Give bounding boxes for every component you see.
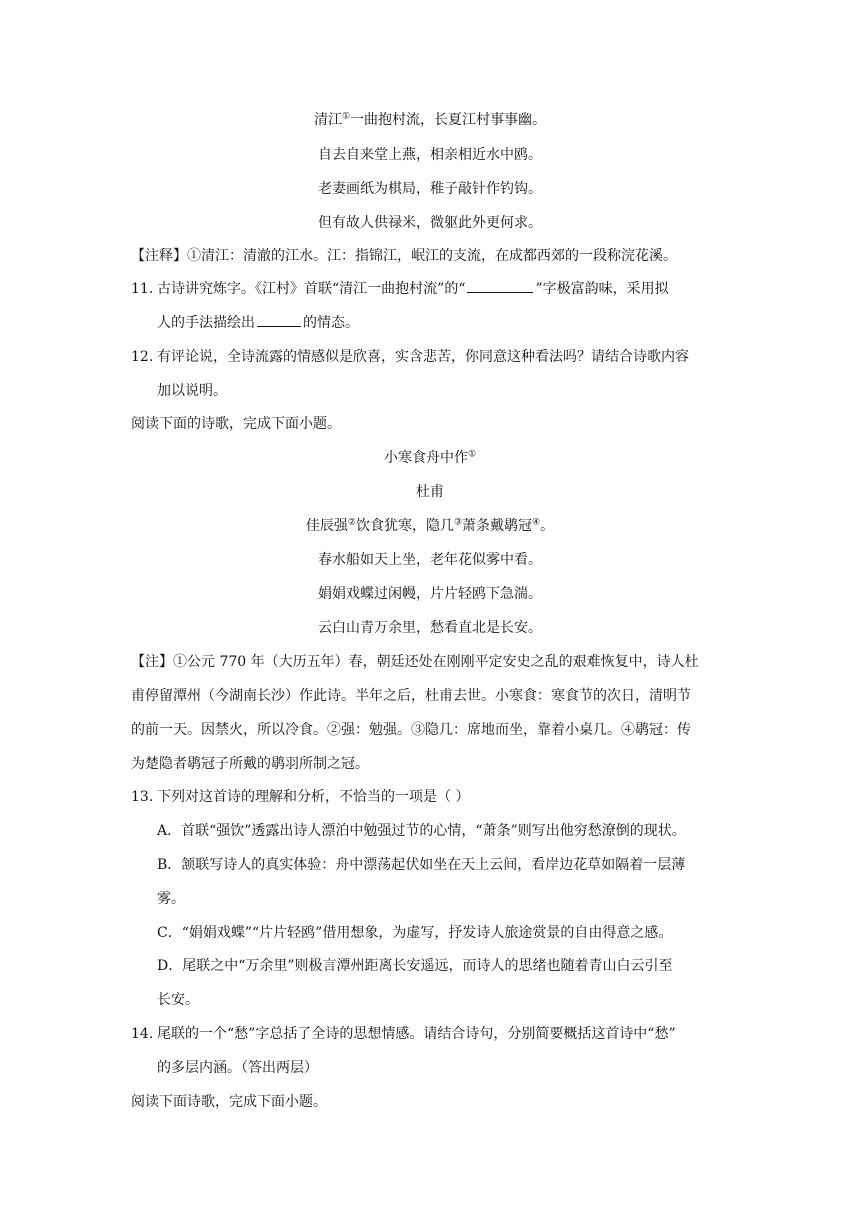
- section-intro-next: 阅读下面诗歌，完成下面小题。: [131, 1094, 327, 1110]
- question-14: 14. 尾联的一个“愁”字总括了全诗的思想情感。请结合诗句，分别简要概括这首诗中“愁”: [131, 1026, 676, 1042]
- question-12: 12. 有评论说，全诗流露的情感似是欣喜，实含悲苦，你同意这种看法吗？请结合诗歌内容: [131, 349, 689, 365]
- question-14-cont: 的多层内涵。（答出两层）: [157, 1060, 318, 1076]
- option-b: B．颔联写诗人的真实体验：舟中漂荡起伏如坐在天上云间，看岸边花草如隔着一层薄: [157, 857, 686, 873]
- question-12-cont: 加以说明。: [157, 383, 227, 399]
- poem2-line-4: 云白山青万余里，愁看直北是长安。: [318, 620, 542, 636]
- poem2-title: 小寒食舟中作①: [383, 449, 477, 466]
- poem2-author: 杜甫: [416, 484, 444, 500]
- poem1-annotation: 【注释】①清江：清澈的江水。江：指锦江，岷江的支流，在成都西郊的一段称浣花溪。: [131, 248, 677, 264]
- poem2-line-2: 春水船如天上坐，老年花似雾中看。: [318, 552, 542, 568]
- option-a: A．首联“强饮”透露出诗人漂泊中勉强过节的心情，“萧条”则写出他穷愁潦倒的现状。: [157, 823, 686, 839]
- answer-blank: [257, 314, 301, 327]
- poem1-line-3: 老妻画纸为棋局，稚子敲针作钓钩。: [318, 181, 542, 197]
- option-c: C．“娟娟戏蝶”“片片轻鸥”借用想象，为虚写，抒发诗人旅途赏景的自由得意之感。: [157, 925, 673, 941]
- poem2-line-3: 娟娟戏蝶过闲幔，片片轻鸥下急湍。: [318, 586, 542, 602]
- option-d: D．尾联之中“万余里”则极言潭州距离长安遥远，而诗人的思绪也随着青山白云引至: [157, 958, 673, 974]
- option-d-cont: 长安。: [157, 992, 199, 1008]
- question-number: 11.: [131, 281, 154, 297]
- poem2-note-line-2: 甫停留潭州（今湖南长沙）作此诗。半年之后，杜甫去世。小寒食：寒食节的次日，清明节: [131, 688, 691, 704]
- question-11-cont: 人的手法描绘出 的情态。: [157, 315, 359, 331]
- option-b-cont: 雾。: [157, 891, 185, 907]
- answer-blank: [467, 280, 533, 293]
- poem2-note-line-4: 为楚隐者鹖冠子所戴的鹖羽所制之冠。: [131, 756, 369, 772]
- section-intro: 阅读下面的诗歌，完成下面小题。: [131, 416, 341, 432]
- footnote-marker: ①: [341, 111, 351, 122]
- question-number: 12.: [131, 349, 154, 365]
- poem2-note-line-1: 【注】①公元 770 年（大历五年）春，朝廷还处在刚刚平定安史之乱的艰难恢复中，诗人杜: [131, 654, 699, 670]
- poem1-line-4: 但有故人供禄米，微躯此外更何求。: [318, 215, 542, 231]
- poem1-line-1: 清江①一曲抱村流，长夏江村事事幽。: [313, 111, 547, 128]
- footnote-marker: ①: [467, 449, 477, 460]
- poem1-line-2: 自去自来堂上燕，相亲相近水中鸥。: [318, 147, 542, 163]
- question-11: 11. 古诗讲究炼字。《江村》首联“清江一曲抱村流”的“ ”字极富韵味，采用拟: [131, 281, 669, 297]
- question-13: 13. 下列对这首诗的理解和分析，不恰当的一项是（ ）: [131, 789, 470, 805]
- poem2-line-1: 佳辰强②饮食犹寒，隐几③萧条戴鹖冠④。: [305, 517, 555, 534]
- poem2-note-line-3: 的前一天。因禁火，所以冷食。②强：勉强。③隐几：席地而坐，靠着小桌几。④鹖冠：传: [131, 722, 691, 738]
- question-number: 13.: [131, 789, 154, 805]
- question-number: 14.: [131, 1026, 154, 1042]
